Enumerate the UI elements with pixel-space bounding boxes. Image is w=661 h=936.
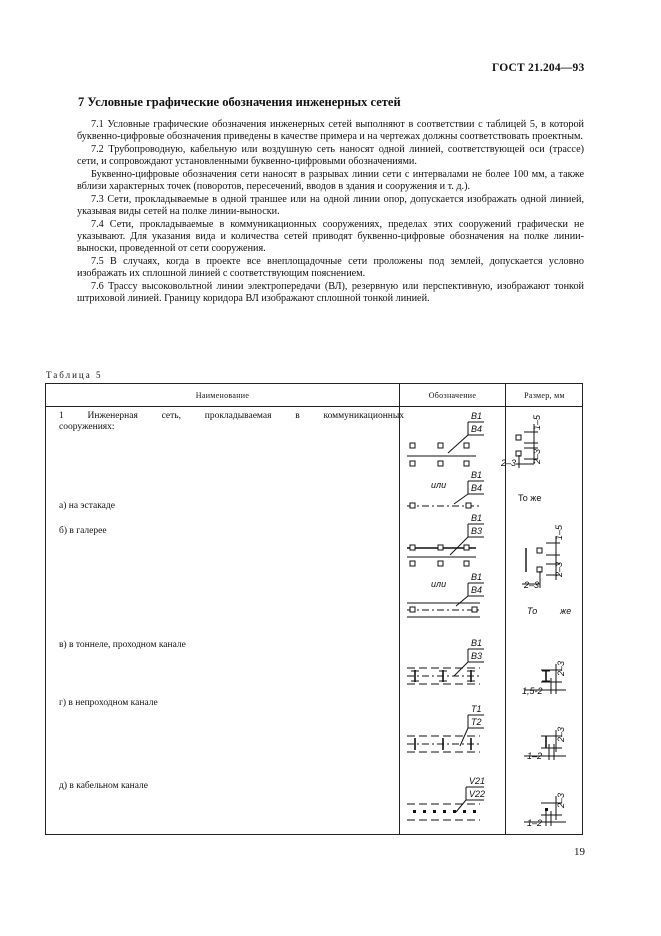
table-row-b-label: б) в галерее	[59, 526, 107, 536]
table-header-size: Размер, мм	[524, 391, 565, 400]
label-v22: V22	[469, 789, 486, 799]
label-b1: B1	[471, 470, 483, 480]
dim-2-3: 2–3	[556, 726, 566, 742]
symbol-gallery	[407, 513, 484, 617]
dim-2-3: 2–3	[524, 580, 540, 590]
table-row-e-label: д) в кабельном канале	[59, 781, 148, 791]
symbol-drawings	[46, 384, 584, 836]
symbol-tunnel	[407, 638, 484, 684]
dim-2-3: 2–3	[501, 458, 517, 468]
size-estacade	[500, 414, 542, 503]
dim-2-3: 2–3	[554, 561, 564, 577]
label-b1: B1	[471, 411, 483, 421]
table-caption: Таблица 5	[46, 370, 103, 380]
symbol-channel	[407, 704, 484, 752]
label-to-zhe: То же	[518, 493, 542, 503]
paragraph-7-6: 7.6 Трассу высоковольтной линии электропередачи (ВЛ), резервную или перспективную, изображают тонкой штриховой линией. Границу коридора ВЛ изображают сплошной тонкой линией.	[77, 280, 584, 304]
size-channel	[524, 727, 566, 761]
table-row-d-label: г) в непроходном канале	[59, 698, 158, 708]
label-b4: B4	[471, 424, 483, 434]
size-gallery	[522, 524, 571, 616]
paragraph-7-2: 7.2 Трубопроводную, кабельную или воздушную сеть наносят одной линией, соответствующей оси (трассе) сети, и сопровождают установленными буквенно-цифровыми обозначениями.	[77, 143, 584, 168]
symbol-cable-channel	[407, 776, 485, 820]
label-b4: B4	[471, 585, 483, 595]
dim-2-3: 2–3	[556, 792, 566, 808]
dim-1-2: 1–2	[527, 818, 543, 828]
page-number: 19	[574, 846, 585, 858]
label-ta: То	[527, 606, 538, 616]
dim-2-3: 2–3	[556, 660, 566, 676]
size-tunnel	[522, 661, 566, 696]
dim-1-2: 1–2	[527, 751, 543, 761]
dim-1-5: 1–5	[554, 524, 564, 540]
paragraph-7-3: 7.3 Сети, прокладываемые в одной траншее или на одной линии опор, допускается изображать одной линией, указывая виды сетей на полке линии-выноски.	[77, 193, 584, 217]
size-cable-channel	[524, 793, 566, 828]
label-b4: B4	[471, 483, 483, 493]
body-text	[77, 119, 584, 306]
label-ili: или	[431, 579, 447, 589]
table-5	[45, 383, 583, 835]
dim-1-5: 1–5	[532, 414, 542, 430]
table-header-name: Наименование	[195, 391, 250, 400]
dim-1-5-2: 1,5-2	[522, 686, 543, 696]
table-row-c-label: в) в тоннеле, проходном канале	[59, 640, 186, 650]
standard-header: ГОСТ 21.204—93	[492, 62, 585, 74]
dim-2-3: 2–3	[532, 448, 542, 464]
label-t2: T2	[471, 717, 482, 727]
table-row-1-line1: 1 Инженерная сеть, прокладываемая в коммуникационных	[59, 411, 404, 421]
table-row-a-label: а) на эстакаде	[59, 501, 115, 511]
label-zhe: же	[560, 606, 572, 616]
label-b3: B3	[471, 651, 483, 661]
label-ili: или	[431, 480, 447, 490]
label-b3: B3	[471, 526, 483, 536]
table-row-1-line2: сооружениях:	[59, 422, 115, 432]
paragraph-7-1: 7.1 Условные графические обозначения инженерных сетей выполняют в соответствии с таблицей 5, в которой буквенно-цифровые обозначения приведены в качестве примера и на чертежах должны соответствовать проектным.	[77, 119, 584, 143]
label-t1: T1	[471, 704, 482, 714]
label-b1: B1	[471, 638, 483, 648]
paragraph-7-5: 7.5 В случаях, когда в проекте все внеплощадочные сети проложены под землей, допускается условно изображать их сплошной линией с соответствующим пояснением.	[77, 255, 584, 279]
label-b1: B1	[471, 513, 483, 523]
section-title: 7 Условные графические обозначения инженерных сетей	[78, 95, 401, 109]
table-header-symbol: Обозначение	[428, 391, 477, 400]
label-b1: B1	[471, 572, 483, 582]
paragraph-7-4: 7.4 Сети, прокладываемые в коммуникационных сооружениях, пределах этих сооружений графически не указывают. Для указания вида и количества сетей приводят буквенно-цифровые обозначения на полке линии-выноски, проведенной от сети сооружения.	[77, 218, 584, 255]
paragraph-7-2-cont: Буквенно-цифровые обозначения сети наносят в разрывах линии сети с интервалами не более 100 мм, а также вблизи характерных точек (поворотов, пересечений, вводов в здания и сооружения и т. д.).	[77, 168, 584, 193]
symbol-estacade	[407, 411, 484, 508]
label-v21: V21	[469, 776, 486, 786]
